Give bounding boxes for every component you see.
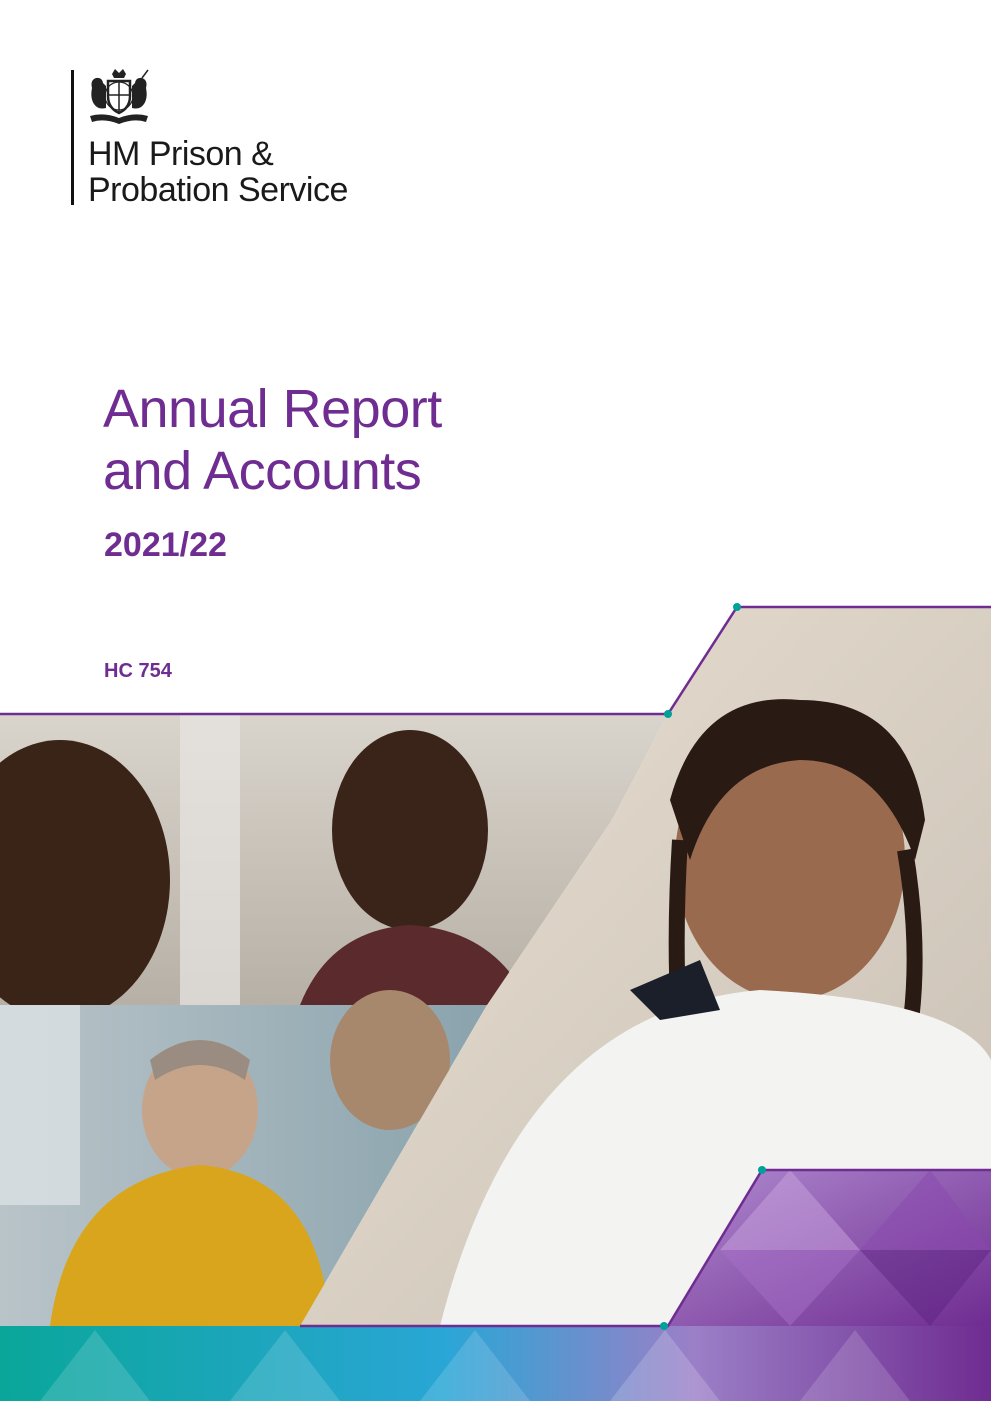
organisation-name xyxy=(88,136,348,208)
organisation-name-line-2: Probation Service xyxy=(88,171,348,209)
report-year: 2021/22 xyxy=(104,526,227,564)
cover-photo-collage xyxy=(0,600,991,1401)
report-title-line-2: and Accounts xyxy=(103,441,422,501)
report-title xyxy=(103,378,442,502)
house-of-commons-reference: HC 754 xyxy=(104,660,172,682)
royal-coat-of-arms-icon xyxy=(84,68,154,126)
report-title-line-1: Annual Report xyxy=(103,379,442,439)
logo-divider-line xyxy=(71,70,74,205)
decorative-colour-band xyxy=(0,1326,991,1401)
organisation-name-line-1: HM Prison & xyxy=(88,135,274,173)
